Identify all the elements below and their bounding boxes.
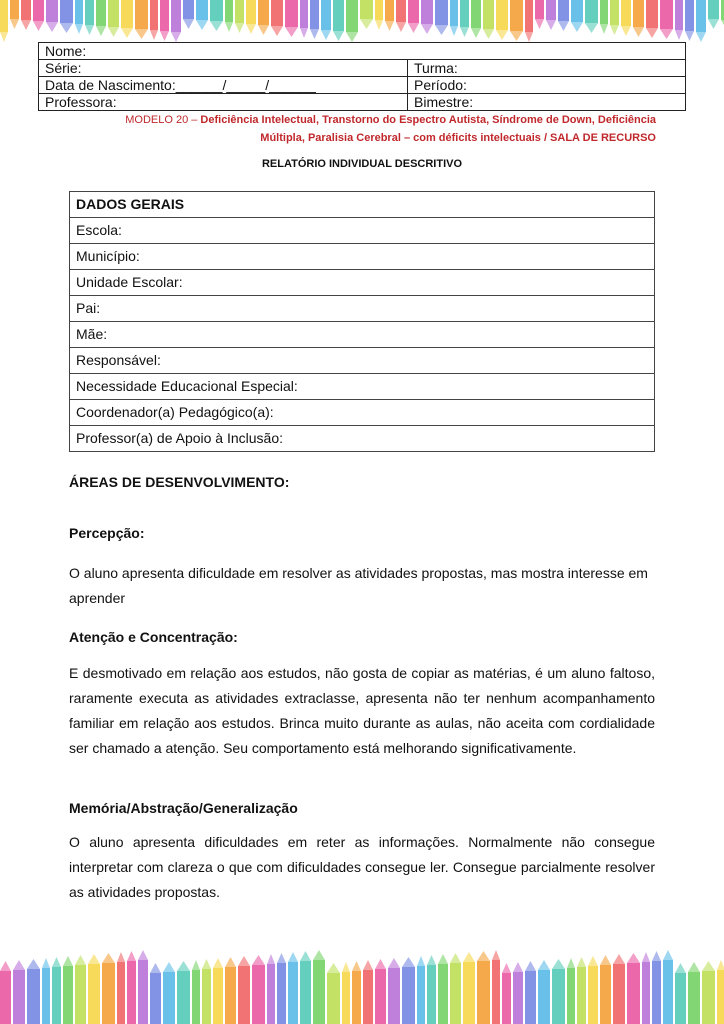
pencil-icon xyxy=(102,953,115,1024)
table-row xyxy=(39,77,686,94)
pencil-icon xyxy=(477,951,490,1024)
pencil-icon xyxy=(421,0,433,34)
table-row xyxy=(70,374,655,400)
bottom-pencil-border xyxy=(0,950,724,1024)
pencil-icon xyxy=(471,0,481,38)
pencil-icon xyxy=(352,961,361,1024)
pencil-icon xyxy=(150,0,158,40)
pencil-icon xyxy=(121,0,133,38)
name-field-label: Nome: xyxy=(39,43,686,60)
pencil-icon xyxy=(660,0,673,39)
coordenador-field: Coordenador(a) Pedagógico(a): xyxy=(70,400,655,426)
pencil-icon xyxy=(621,0,631,36)
pencil-icon xyxy=(225,957,236,1024)
pencil-icon xyxy=(10,0,19,29)
pencil-icon xyxy=(213,958,223,1024)
pencil-icon xyxy=(135,0,148,39)
professor-apoio-field: Professor(a) de Apoio à Inclusão: xyxy=(70,426,655,452)
atencao-title: Atenção e Concentração: xyxy=(69,629,238,645)
pencil-icon xyxy=(127,951,136,1024)
pencil-icon xyxy=(60,0,73,33)
pencil-icon xyxy=(46,0,58,32)
bimestre-field-label: Bimestre: xyxy=(408,94,686,111)
pencil-icon xyxy=(267,954,275,1024)
pencil-icon xyxy=(0,961,11,1024)
pencil-icon xyxy=(450,0,458,36)
pencil-icon xyxy=(342,962,350,1024)
birthdate-field-label: Data de Nascimento:______/_____/______ xyxy=(39,77,408,94)
modelo-lead: MODELO 20 – xyxy=(125,114,198,126)
pencil-icon xyxy=(360,0,373,29)
percepcao-text: O aluno apresenta dificuldade em resolver as atividades propostas, mas mostra interesse em aprender xyxy=(69,565,648,606)
memoria-text: O aluno apresenta dificuldades em reter as informações. Normalmente não consegue interpretar com clareza o que com dificuldades consegue ler. Consegue parcialmente resolver as atividades propostas. xyxy=(69,834,655,900)
pencil-icon xyxy=(613,954,625,1024)
pencil-icon xyxy=(708,0,719,29)
pencil-icon xyxy=(75,0,83,34)
pencil-icon xyxy=(652,951,661,1024)
pencil-icon xyxy=(327,963,340,1024)
pencil-icon xyxy=(535,0,544,29)
pencil-icon xyxy=(96,0,106,36)
unidade-escolar-field: Unidade Escolar: xyxy=(70,270,655,296)
memoria-title: Memória/Abstração/Generalização xyxy=(69,800,298,816)
pencil-icon xyxy=(252,955,265,1024)
pencil-icon xyxy=(375,959,386,1024)
modelo-line1-text: Deficiência Intelectual, Transtorno do Espectro Autista, Síndrome de Down, Deficiência xyxy=(197,114,656,126)
table-row xyxy=(70,348,655,374)
pencil-icon xyxy=(408,0,419,33)
pencil-icon xyxy=(460,0,469,37)
pencil-icon xyxy=(321,0,331,40)
pencil-icon xyxy=(646,0,658,38)
pencil-icon xyxy=(258,0,269,35)
pencil-icon xyxy=(235,0,244,33)
pencil-icon xyxy=(702,961,715,1024)
pencil-icon xyxy=(525,961,536,1024)
table-row xyxy=(70,296,655,322)
pencil-icon xyxy=(75,955,86,1024)
table-row xyxy=(39,94,686,111)
pencil-icon xyxy=(183,0,194,29)
pencil-icon xyxy=(21,0,31,30)
municipio-field: Município: xyxy=(70,244,655,270)
pencil-icon xyxy=(577,957,586,1024)
colored-pencils-decoration xyxy=(0,950,724,1024)
pencil-icon xyxy=(313,950,325,1024)
dados-gerais-table xyxy=(69,191,655,452)
student-info-table xyxy=(38,42,686,111)
pencil-icon xyxy=(108,0,119,37)
modelo-line-1 xyxy=(60,111,656,129)
pencil-icon xyxy=(627,953,640,1024)
percepcao-title: Percepção: xyxy=(69,525,145,541)
pencil-icon xyxy=(600,0,608,34)
pencil-icon xyxy=(552,959,565,1024)
pencil-icon xyxy=(546,0,556,30)
pencil-icon xyxy=(333,0,344,41)
pencil-icon xyxy=(238,956,250,1024)
table-row xyxy=(70,192,655,218)
pencil-icon xyxy=(717,960,724,1024)
pencil-icon xyxy=(588,956,598,1024)
pencil-icon xyxy=(246,0,256,34)
table-row xyxy=(39,43,686,60)
pencil-icon xyxy=(300,0,308,38)
table-row xyxy=(70,322,655,348)
pencil-icon xyxy=(427,955,436,1024)
pencil-icon xyxy=(496,0,508,40)
table-row xyxy=(39,60,686,77)
professora-field-label: Professora: xyxy=(39,94,408,111)
pencil-icon xyxy=(88,954,100,1024)
pencil-icon xyxy=(585,0,598,33)
escola-field: Escola: xyxy=(70,218,655,244)
pencil-icon xyxy=(63,956,73,1024)
necessidade-field: Necessidade Educacional Especial: xyxy=(70,374,655,400)
responsavel-field: Responsável: xyxy=(70,348,655,374)
pencil-icon xyxy=(450,953,461,1024)
report-title: RELATÓRIO INDIVIDUAL DESCRITIVO xyxy=(261,158,463,170)
pencil-icon xyxy=(363,960,373,1024)
pencil-icon xyxy=(0,0,8,42)
pencil-icon xyxy=(510,0,523,41)
pencil-icon xyxy=(202,959,211,1024)
pencil-icon xyxy=(42,958,50,1024)
pencil-icon xyxy=(685,0,694,41)
pencil-icon xyxy=(417,956,425,1024)
pencil-icon xyxy=(567,958,575,1024)
pencil-icon xyxy=(463,952,475,1024)
pencil-icon xyxy=(438,954,448,1024)
dados-gerais-heading: DADOS GERAIS xyxy=(70,192,655,218)
pencil-icon xyxy=(396,0,406,32)
pencil-icon xyxy=(388,958,400,1024)
pencil-icon xyxy=(600,955,611,1024)
pencil-icon xyxy=(633,0,644,37)
table-row xyxy=(70,426,655,452)
pencil-icon xyxy=(663,950,673,1024)
pencil-icon xyxy=(300,951,311,1024)
pencil-icon xyxy=(696,0,706,42)
pencil-icon xyxy=(210,0,223,31)
pencil-icon xyxy=(310,0,319,39)
table-row xyxy=(70,400,655,426)
pai-field: Pai: xyxy=(70,296,655,322)
pencil-icon xyxy=(346,0,358,42)
mae-field: Mãe: xyxy=(70,322,655,348)
areas-title: ÁREAS DE DESENVOLVIMENTO: xyxy=(69,474,290,490)
pencil-icon xyxy=(610,0,619,35)
pencil-icon xyxy=(85,0,94,35)
pencil-icon xyxy=(163,962,175,1024)
pencil-icon xyxy=(285,0,298,37)
pencil-icon xyxy=(675,0,683,40)
pencil-icon xyxy=(502,963,511,1024)
serie-field-label: Série: xyxy=(39,60,408,77)
pencil-icon xyxy=(177,961,190,1024)
atencao-text: E desmotivado em relação aos estudos, não gosta de copiar as matérias, é um aluno faltoso, raramente executa as atividades extraclasse, apresenta não ter nenhum acompanhamento familiar em relação aos estudos. Brinca muito durante as aulas, não aceita com cordialidade ser chamado a atenção. Seu comportamento está melhorando significativamente. xyxy=(69,665,655,756)
pencil-icon xyxy=(277,953,286,1024)
table-row xyxy=(70,244,655,270)
pencil-icon xyxy=(150,963,161,1024)
pencil-icon xyxy=(483,0,494,39)
pencil-icon xyxy=(271,0,283,36)
pencil-icon xyxy=(160,0,169,41)
pencil-icon xyxy=(52,957,61,1024)
pencil-icon xyxy=(675,963,686,1024)
modelo-line-2: Múltipla, Paralisia Cerebral – com déficits intelectuais / SALA DE RECURSO xyxy=(260,132,656,144)
pencil-icon xyxy=(225,0,233,32)
top-pencil-border xyxy=(0,0,724,42)
colored-pencils-decoration xyxy=(0,0,724,42)
pencil-icon xyxy=(688,962,700,1024)
pencil-icon xyxy=(288,952,298,1024)
pencil-icon xyxy=(642,952,650,1024)
pencil-icon xyxy=(27,959,40,1024)
pencil-icon xyxy=(171,0,181,42)
pencil-icon xyxy=(385,0,394,31)
table-row xyxy=(70,218,655,244)
pencil-icon xyxy=(402,957,415,1024)
pencil-icon xyxy=(513,962,523,1024)
pencil-icon xyxy=(375,0,383,30)
table-row xyxy=(70,270,655,296)
turma-field-label: Turma: xyxy=(408,60,686,77)
pencil-icon xyxy=(138,950,148,1024)
pencil-icon xyxy=(558,0,569,31)
pencil-icon xyxy=(192,960,200,1024)
pencil-icon xyxy=(196,0,208,30)
pencil-icon xyxy=(525,0,533,42)
pencil-icon xyxy=(117,952,125,1024)
pencil-icon xyxy=(13,960,25,1024)
pencil-icon xyxy=(435,0,448,35)
pencil-icon xyxy=(492,950,500,1024)
pencil-icon xyxy=(538,960,550,1024)
pencil-icon xyxy=(571,0,583,32)
pencil-icon xyxy=(33,0,44,31)
periodo-field-label: Período: xyxy=(408,77,686,94)
